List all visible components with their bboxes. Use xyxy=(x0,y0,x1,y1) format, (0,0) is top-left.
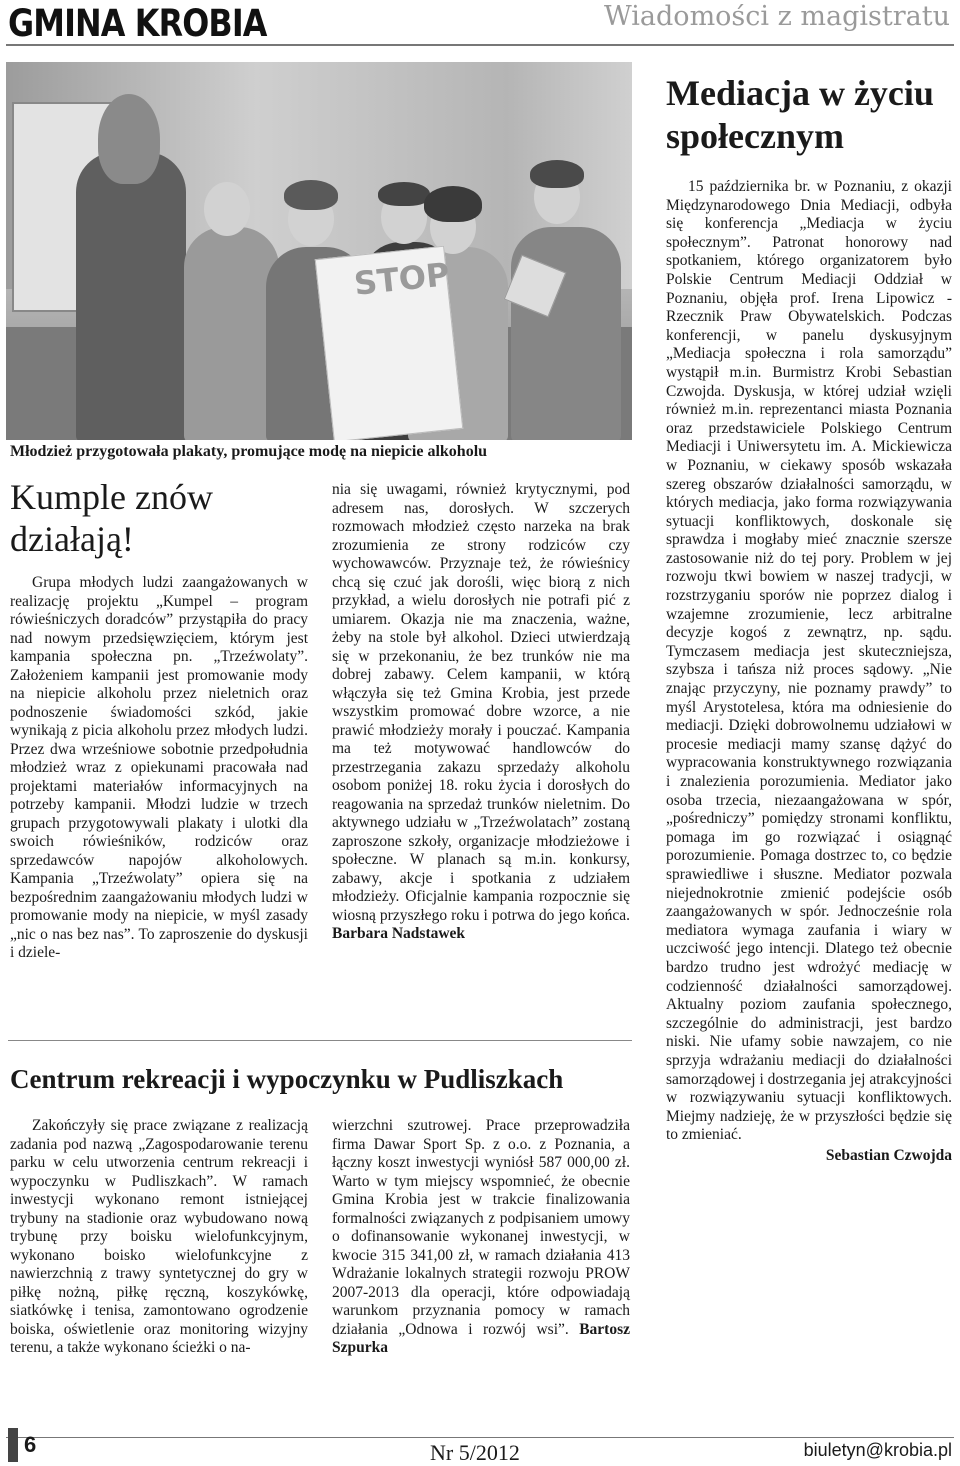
photo-hair xyxy=(424,186,482,222)
masthead xyxy=(0,0,960,46)
article-paragraph: 15 października br. w Poznaniu, z okazji Międzynarodowego Dnia Mediacji, odbyła się konferencja „Mediacja w życiu społecznym”. Patronat honorowy nad spotkaniem, którego organizatorem było Polskie Centrum Mediacji Oddział w Poznaniu, objęła prof. Irena Lipowicz - Rzecznik Praw Obywatelskich. Podczas konferencji, w panelu dyskusyjnym „Mediacja społeczna i rola samorządu” wystąpił m.in. Burmistrz Krobi Sebastian Czwojda. Dyskusja, w której udział wzięli również m.in. reprezentanci miasta Poznania oraz przedstawiciele Polskiego Centrum Mediacji i Uniwersytetu im. A. Mickiewicza w Poznaniu, w ciekawy sposób wskazała szereg obszarów działalności samorządu, w których mediacja, jako forma rozwiązywania sytuacji konfliktowych, doskonale się sprawdza i mogłaby mieć znacznie szersze zastosowanie niż do tej pory. Problem w jej rozwoju tkwi bowiem w naszej tradycji, w rozstrzyganiu sporów nie poprzez dialog i wzajemne zrozumienie, lecz arbitralne decyzje kogoś z zewnątrz, np. sądu. Tymczasem mediacja jest skuteczniejsza, szybsza i tańsza niż proces sądowy. „Nie znając przyczyny, nie poznamy prawdy” to myśl Arystotelesa, która ma odniesienie do mediacji. Dzięki dobrowolnemu udziałowi w procesie mediacji mamy szansę dążyć do wypracowania konstruktywnego rozwiązania i znalezienia porozumienia. Mediator jako osoba trzecia, niezaangażowana w spór, „pośredniczy” pomiędzy stronami konfliktu, pomaga im go rozwiązać i osiągnąć porozumienie. Pomaga dostrzec to, co będzie sprawiedliwe i słuszne. Mediator pozwala niejednokrotnie zmienić podejście osób zaangażowanych w spór. Jednocześnie rola mediatora wymaga zaufania i wiary w uczciwość jego intencji. Dlatego też obecnie bardzo trudno jest wdrożyć mediację w codzienność działalności samorządowej. Aktualny poziom zaufania społecznego, szczególnie do administracji, jest bardzo niski. Nie ufamy sobie nawzajem, co nie sprzyja wdrażaniu mediacji do działalności samorządowej i dostrzegania jej atrakcyjności w rozwiązywaniu sytuacji konfliktowych. Miejmy nadzieję, że w przyszłości będzie się to zmieniać. xyxy=(666,178,952,1144)
article-title-mediacja: Mediacja w życiu społecznym xyxy=(666,73,934,156)
poster-text: STOP xyxy=(352,255,452,303)
article-paragraph: Grupa młodych ludzi zaangażowanych w realizację projektu „Kumpel – program rówieśniczych doradców” przystąpiła do pracy nad nowym przedsięwzięciem, którym jest kampania społeczna pn. „Trzeźwolaty”. Założeniem kampanii jest promowanie mody na niepicie alkoholu przez nieletnich oraz podnoszenie świadomości szkód, jakie wynikają z picia alkoholu przez młodych ludzi. Przez dwa wrześniowe sobotnie przedpołudnia młodzież wraz z opiekunami pracowała nad projektami materiałów informacyjnych na potrzeby kampanii. Młodzi ludzie w trzech grupach przygotowywali plakaty i ulotki dla swoich rówieśników, rodziców oraz sprzedawców napojów alkoholowych. Kampania „Trzeźwolaty” opiera się na bezpośrednim zaangażowaniu młodych ludzi w promowanie mody na niepicie, w myśl zasady „nic o nas bez nas”. To zaproszenie do dyskusji i dziele- xyxy=(10,574,308,961)
article-photo xyxy=(6,62,632,440)
article-kumple-column-2 xyxy=(332,481,630,944)
photo-person xyxy=(76,152,186,440)
gmina-krobia-logo: GMINA KROBIA xyxy=(8,2,267,45)
footer-divider xyxy=(6,1437,954,1438)
page-number: 6 xyxy=(24,1432,37,1457)
article-divider xyxy=(8,1040,632,1041)
article-mediacja-column xyxy=(666,178,952,1165)
article-paragraph: Zakończyły się prace związane z realizacją zadania pod nazwą „Zagospodarowanie terenu parku w celu utworzenia centrum rekreacji i wypoczynku w Pudliszkach”. W ramach inwestycji wykonano remont istniejącej trybuny na stadionie oraz wybudowano nową trybunę przy boisku wielofunkcyjnym, wykonano boisko wielofunkcyjne z nawierzchnią z trawy syntetycznej do gry w piłkę nożną, piłkę ręczną, koszykówkę, siatkówkę i tenisa, zamontowano ogrodzenie boiska, oświetlenie oraz monitoring wizyjny terenu, a także wykonano ścieżki o na- xyxy=(10,1117,308,1356)
author-signature: Barbara Nadstawek xyxy=(332,925,466,942)
article-centrum-column-2 xyxy=(332,1117,630,1358)
contact-email[interactable]: biuletyn@krobia.pl xyxy=(803,1440,952,1460)
photo-hair xyxy=(284,180,338,210)
photo-head xyxy=(204,182,250,236)
author-signature: Bartosz Szpurka xyxy=(332,1320,631,1356)
photo-hair xyxy=(378,182,430,206)
section-title: Wiadomości z magistratu xyxy=(604,1,950,32)
photo-hair xyxy=(98,94,160,184)
photo-caption: Młodzież przygotowała plakaty, promujące modę na niepicie alkoholu xyxy=(10,443,488,460)
article-paragraph xyxy=(332,481,630,944)
author-signature: Sebastian Czwojda xyxy=(825,1146,952,1164)
photo-hair xyxy=(530,160,584,188)
article-text: wierzchni szutrowej. Prace przeprowadziła firma Dawar Sport Sp. z o.o. z Poznania, a łączny koszt inwestycji wyniósł 587 000,00 zł. Warto w tym miejscy wspomnieć, że obecnie Gmina Krobia jest w trakcie finalizowania formalności związanych z podpisaniem umowy o dofinansowanie wykonanej inwestycji, w kwocie 315 341,00 zł, w ramach działania 413 Wdrażanie lokalnych strategii rozwoju PROW 2007-2013 dla operacji, które odpowiadają warunkom przyznania pomocy w ramach działania „Odnowa i rozwój wsi”. xyxy=(332,1117,630,1338)
article-text: nia się uwagami, również krytycznymi, pod adresem nas, dorosłych. W szczerych rozmowach młodzież często narzeka na brak zrozumienia ze strony rodziców czy wychowawców. Przyznaje też, że rówieśnicy chcą się czuć jak dorośli, więc biorą z nich przykład, a wielu dorosłych nie potrafi pić z umiarem. Okazja nie ma znaczenia, ważne, żeby na stole był alkohol. Dzieci utwierdzają się w przekonaniu, że bez trunków nie ma dobrej zabawy. Celem kampanii, w którą włączyła się też Gmina Krobia, jest przede wszystkim promować dobre wzorce, a nie prawić młodzieży morały i pouczać. Kampania ma też motywować handlowców do przestrzegania zakazu sprzedaży alkoholu osobom poniżej 18. roku życia i dorosłych do reagowania na sprzedaż trunków nieletnim. Do aktywnego udziału w „Trzeźwolatach” zostaną zaproszone szkoły, organizacje młodzieżowe i społeczne. W planach są m.in. konkursy, zabawy, akcje i spotkania z udziałem młodzieży. Oficjalnie kampania rozpocznie się wiosną przyszłego roku i potrwa do jego końca. xyxy=(332,481,630,924)
photo-person xyxy=(184,227,279,440)
article-kumple-column-1 xyxy=(10,574,308,963)
article-centrum-column-1 xyxy=(10,1117,308,1358)
article-title-kumple: Kumple znów działają! xyxy=(10,477,213,559)
page-marker xyxy=(8,1428,18,1462)
top-divider xyxy=(6,44,954,46)
article-title-centrum: Centrum rekreacji i wypoczynku w Pudliszkach xyxy=(10,1064,564,1094)
article-paragraph xyxy=(332,1117,630,1358)
issue-number: Nr 5/2012 xyxy=(430,1440,520,1465)
